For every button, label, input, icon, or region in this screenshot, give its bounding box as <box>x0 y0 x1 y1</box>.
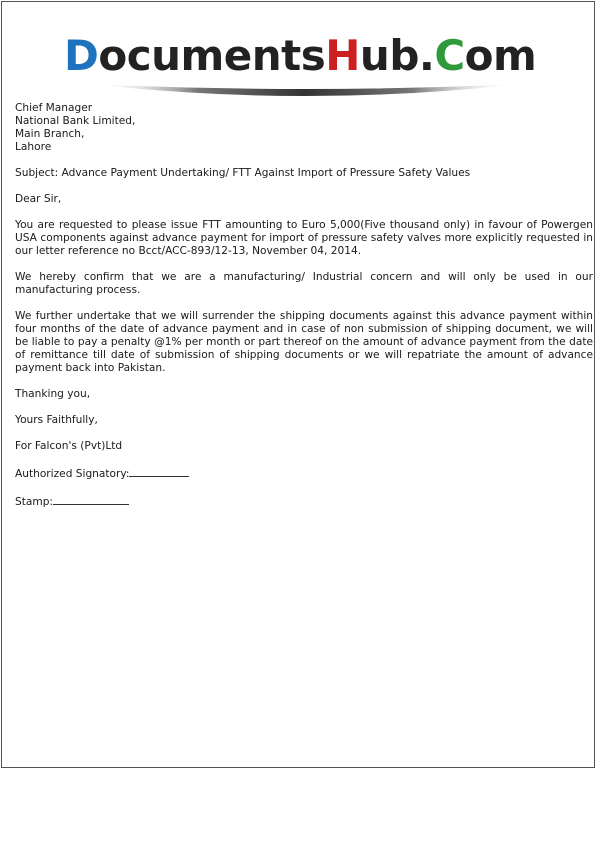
body-paragraph: We further undertake that we will surrender the shipping documents against this advance payment within four months of the date of advance payment and in case of non submission of shipping document, we will be liable to pay a penalty @1% per month or part thereof on the amount of advance payment from the date of remittance till date of submission of shipping documents or we will repatriate the amount of advance payment back into Pakistan. <box>15 310 593 374</box>
logo-text-ocuments: ocuments <box>98 31 326 80</box>
body-paragraph: You are requested to please issue FTT amounting to Euro 5,000(Five thousand only) in favour of Powergen USA components against advance payment for import of pressure safety valves more explicitly requested in our letter reference no Bcct/ACC-893/12-13, November 04, 2014. <box>15 219 593 257</box>
logo-letter-h: H <box>325 31 360 80</box>
stamp-label: Stamp: <box>15 496 53 508</box>
subject-line: Subject: Advance Payment Undertaking/ FTT Against Import of Pressure Safety Values <box>15 167 471 179</box>
logo-letter-d: D <box>64 31 99 80</box>
signatory-label: Authorized Signatory: <box>15 468 130 480</box>
closing-line: Yours Faithfully, <box>15 414 98 426</box>
address-line: Chief Manager <box>15 102 93 114</box>
stamp-line <box>15 494 593 509</box>
recipient-address <box>15 102 593 154</box>
logo-text-ub: ub. <box>359 31 435 80</box>
thanks-line: Thanking you, <box>15 388 91 400</box>
stamp-blank <box>53 494 129 505</box>
address-line: Lahore <box>15 141 52 153</box>
documentshub-logo <box>64 31 537 80</box>
address-line: National Bank Limited, <box>15 115 136 127</box>
letter-body <box>15 102 593 522</box>
signatory-line <box>15 466 593 481</box>
logo-text-om: om <box>464 31 537 80</box>
salutation: Dear Sir, <box>15 193 62 205</box>
logo-swoosh <box>90 82 520 102</box>
body-paragraph: We hereby confirm that we are a manufacturing/ Industrial concern and will only be used in our manufacturing process. <box>15 271 593 296</box>
company-line: For Falcon's (Pvt)Ltd <box>15 440 123 452</box>
address-line: Main Branch, <box>15 128 85 140</box>
signatory-blank <box>129 466 189 477</box>
logo-letter-c: C <box>434 31 465 80</box>
